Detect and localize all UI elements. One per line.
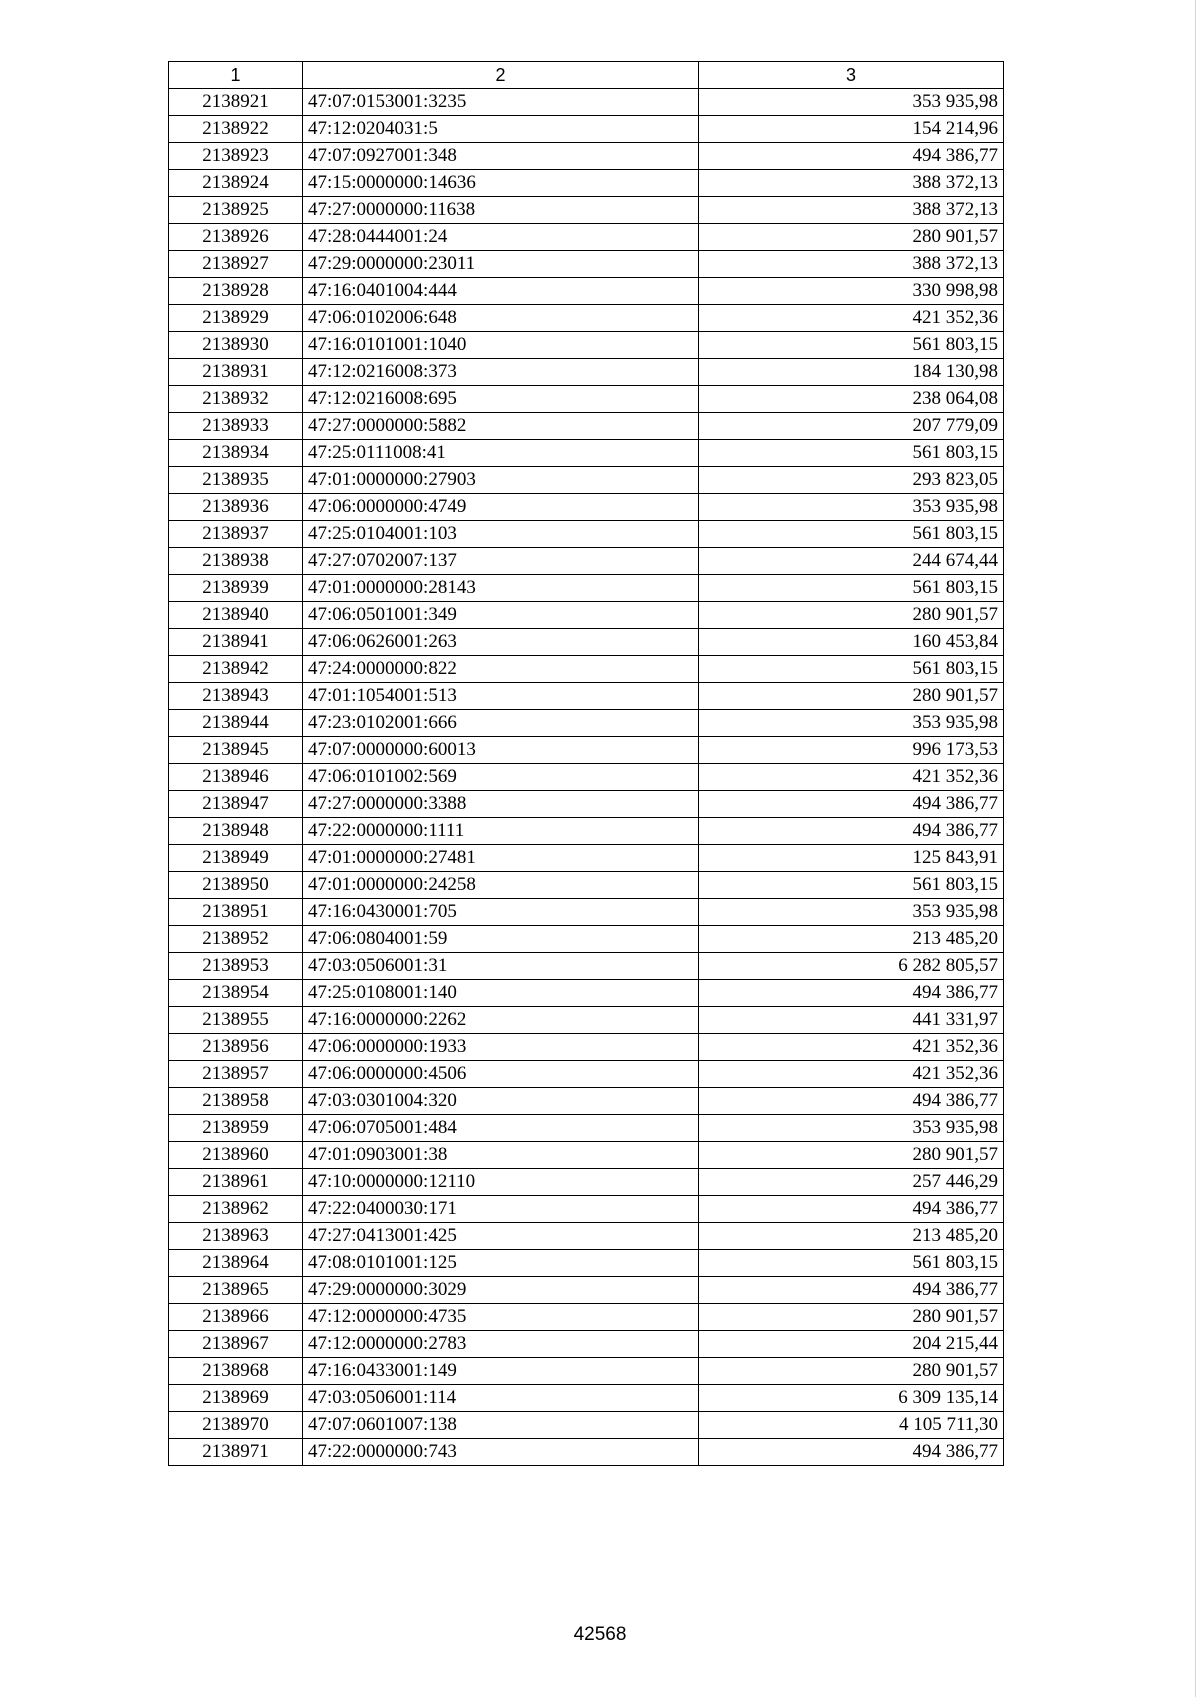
cadastral-number-cell: 47:29:0000000:3029 bbox=[303, 1277, 699, 1304]
table-row bbox=[169, 251, 1004, 278]
row-number-cell: 2138965 bbox=[169, 1277, 303, 1304]
cadastral-number-cell: 47:27:0000000:5882 bbox=[303, 413, 699, 440]
column-header-3: 3 bbox=[699, 62, 1004, 89]
table-row bbox=[169, 1115, 1004, 1142]
row-number-cell: 2138951 bbox=[169, 899, 303, 926]
row-number-cell: 2138942 bbox=[169, 656, 303, 683]
value-cell: 561 803,15 bbox=[699, 440, 1004, 467]
cadastral-number-cell: 47:12:0216008:695 bbox=[303, 386, 699, 413]
cadastral-number-cell: 47:27:0000000:11638 bbox=[303, 197, 699, 224]
cadastral-number-cell: 47:27:0413001:425 bbox=[303, 1223, 699, 1250]
cadastral-number-cell: 47:10:0000000:12110 bbox=[303, 1169, 699, 1196]
cadastral-number-cell: 47:01:0000000:28143 bbox=[303, 575, 699, 602]
value-cell: 561 803,15 bbox=[699, 1250, 1004, 1277]
cadastral-number-cell: 47:03:0506001:114 bbox=[303, 1385, 699, 1412]
row-number-cell: 2138934 bbox=[169, 440, 303, 467]
cadastral-number-cell: 47:06:0000000:4506 bbox=[303, 1061, 699, 1088]
table-row bbox=[169, 305, 1004, 332]
cadastral-number-cell: 47:12:0204031:5 bbox=[303, 116, 699, 143]
value-cell: 353 935,98 bbox=[699, 899, 1004, 926]
table-row bbox=[169, 1304, 1004, 1331]
row-number-cell: 2138955 bbox=[169, 1007, 303, 1034]
row-number-cell: 2138924 bbox=[169, 170, 303, 197]
cadastral-number-cell: 47:16:0401004:444 bbox=[303, 278, 699, 305]
row-number-cell: 2138956 bbox=[169, 1034, 303, 1061]
row-number-cell: 2138948 bbox=[169, 818, 303, 845]
table-row bbox=[169, 143, 1004, 170]
table-row bbox=[169, 359, 1004, 386]
table-row bbox=[169, 1007, 1004, 1034]
row-number-cell: 2138922 bbox=[169, 116, 303, 143]
value-cell: 494 386,77 bbox=[699, 818, 1004, 845]
row-number-cell: 2138945 bbox=[169, 737, 303, 764]
table-row bbox=[169, 845, 1004, 872]
cadastral-number-cell: 47:06:0101002:569 bbox=[303, 764, 699, 791]
cadastral-number-cell: 47:12:0216008:373 bbox=[303, 359, 699, 386]
cadastral-number-cell: 47:07:0000000:60013 bbox=[303, 737, 699, 764]
row-number-cell: 2138959 bbox=[169, 1115, 303, 1142]
row-number-cell: 2138941 bbox=[169, 629, 303, 656]
table-row bbox=[169, 1277, 1004, 1304]
row-number-cell: 2138944 bbox=[169, 710, 303, 737]
table-row bbox=[169, 494, 1004, 521]
table-row bbox=[169, 791, 1004, 818]
table-row bbox=[169, 89, 1004, 116]
row-number-cell: 2138969 bbox=[169, 1385, 303, 1412]
value-cell: 154 214,96 bbox=[699, 116, 1004, 143]
value-cell: 125 843,91 bbox=[699, 845, 1004, 872]
table-row bbox=[169, 1034, 1004, 1061]
row-number-cell: 2138929 bbox=[169, 305, 303, 332]
row-number-cell: 2138938 bbox=[169, 548, 303, 575]
value-cell: 353 935,98 bbox=[699, 710, 1004, 737]
cadastral-number-cell: 47:06:0000000:4749 bbox=[303, 494, 699, 521]
cadastral-number-cell: 47:07:0601007:138 bbox=[303, 1412, 699, 1439]
table-row bbox=[169, 629, 1004, 656]
cadastral-number-cell: 47:01:1054001:513 bbox=[303, 683, 699, 710]
value-cell: 561 803,15 bbox=[699, 656, 1004, 683]
value-cell: 561 803,15 bbox=[699, 332, 1004, 359]
table-row bbox=[169, 1331, 1004, 1358]
row-number-cell: 2138937 bbox=[169, 521, 303, 548]
cadastral-number-cell: 47:06:0102006:648 bbox=[303, 305, 699, 332]
row-number-cell: 2138962 bbox=[169, 1196, 303, 1223]
value-cell: 421 352,36 bbox=[699, 1061, 1004, 1088]
page-edge-divider bbox=[1195, 0, 1196, 1697]
cadastral-number-cell: 47:03:0506001:31 bbox=[303, 953, 699, 980]
row-number-cell: 2138963 bbox=[169, 1223, 303, 1250]
table-row bbox=[169, 467, 1004, 494]
table-row bbox=[169, 1061, 1004, 1088]
row-number-cell: 2138960 bbox=[169, 1142, 303, 1169]
value-cell: 244 674,44 bbox=[699, 548, 1004, 575]
row-number-cell: 2138949 bbox=[169, 845, 303, 872]
value-cell: 6 309 135,14 bbox=[699, 1385, 1004, 1412]
row-number-cell: 2138936 bbox=[169, 494, 303, 521]
value-cell: 388 372,13 bbox=[699, 197, 1004, 224]
row-number-cell: 2138921 bbox=[169, 89, 303, 116]
table-row bbox=[169, 278, 1004, 305]
cadastral-number-cell: 47:28:0444001:24 bbox=[303, 224, 699, 251]
cadastral-number-cell: 47:16:0000000:2262 bbox=[303, 1007, 699, 1034]
cadastral-number-cell: 47:08:0101001:125 bbox=[303, 1250, 699, 1277]
value-cell: 561 803,15 bbox=[699, 575, 1004, 602]
table-row bbox=[169, 656, 1004, 683]
cadastral-number-cell: 47:16:0430001:705 bbox=[303, 899, 699, 926]
table-row bbox=[169, 710, 1004, 737]
row-number-cell: 2138970 bbox=[169, 1412, 303, 1439]
row-number-cell: 2138952 bbox=[169, 926, 303, 953]
value-cell: 388 372,13 bbox=[699, 170, 1004, 197]
table-row bbox=[169, 1385, 1004, 1412]
value-cell: 204 215,44 bbox=[699, 1331, 1004, 1358]
table-row bbox=[169, 926, 1004, 953]
table-row bbox=[169, 602, 1004, 629]
cadastral-number-cell: 47:06:0501001:349 bbox=[303, 602, 699, 629]
table-row bbox=[169, 413, 1004, 440]
column-header-2: 2 bbox=[303, 62, 699, 89]
cadastral-number-cell: 47:29:0000000:23011 bbox=[303, 251, 699, 278]
row-number-cell: 2138961 bbox=[169, 1169, 303, 1196]
table-row bbox=[169, 1196, 1004, 1223]
cadastral-number-cell: 47:16:0101001:1040 bbox=[303, 332, 699, 359]
value-cell: 280 901,57 bbox=[699, 683, 1004, 710]
column-header-1: 1 bbox=[169, 62, 303, 89]
value-cell: 213 485,20 bbox=[699, 926, 1004, 953]
cadastral-number-cell: 47:27:0702007:137 bbox=[303, 548, 699, 575]
table-row bbox=[169, 1412, 1004, 1439]
cadastral-number-cell: 47:06:0705001:484 bbox=[303, 1115, 699, 1142]
value-cell: 4 105 711,30 bbox=[699, 1412, 1004, 1439]
value-cell: 494 386,77 bbox=[699, 1439, 1004, 1466]
cadastral-number-cell: 47:12:0000000:2783 bbox=[303, 1331, 699, 1358]
value-cell: 184 130,98 bbox=[699, 359, 1004, 386]
row-number-cell: 2138943 bbox=[169, 683, 303, 710]
cadastral-number-cell: 47:25:0104001:103 bbox=[303, 521, 699, 548]
table-header-row bbox=[169, 62, 1004, 89]
table-body bbox=[169, 89, 1004, 1466]
table-row bbox=[169, 764, 1004, 791]
value-cell: 494 386,77 bbox=[699, 1196, 1004, 1223]
row-number-cell: 2138926 bbox=[169, 224, 303, 251]
table-row bbox=[169, 1439, 1004, 1466]
row-number-cell: 2138947 bbox=[169, 791, 303, 818]
cadastral-number-cell: 47:25:0108001:140 bbox=[303, 980, 699, 1007]
table-row bbox=[169, 116, 1004, 143]
row-number-cell: 2138931 bbox=[169, 359, 303, 386]
value-cell: 353 935,98 bbox=[699, 89, 1004, 116]
value-cell: 280 901,57 bbox=[699, 1142, 1004, 1169]
cadastral-number-cell: 47:03:0301004:320 bbox=[303, 1088, 699, 1115]
row-number-cell: 2138933 bbox=[169, 413, 303, 440]
row-number-cell: 2138930 bbox=[169, 332, 303, 359]
value-cell: 494 386,77 bbox=[699, 791, 1004, 818]
value-cell: 160 453,84 bbox=[699, 629, 1004, 656]
row-number-cell: 2138928 bbox=[169, 278, 303, 305]
table-row bbox=[169, 1142, 1004, 1169]
table-row bbox=[169, 980, 1004, 1007]
cadastral-number-cell: 47:01:0903001:38 bbox=[303, 1142, 699, 1169]
table-row bbox=[169, 737, 1004, 764]
value-cell: 353 935,98 bbox=[699, 494, 1004, 521]
table-row bbox=[169, 197, 1004, 224]
table-row bbox=[169, 548, 1004, 575]
table-row bbox=[169, 1223, 1004, 1250]
row-number-cell: 2138954 bbox=[169, 980, 303, 1007]
row-number-cell: 2138925 bbox=[169, 197, 303, 224]
cadastral-number-cell: 47:06:0626001:263 bbox=[303, 629, 699, 656]
cadastral-number-cell: 47:01:0000000:27903 bbox=[303, 467, 699, 494]
value-cell: 494 386,77 bbox=[699, 980, 1004, 1007]
table-row bbox=[169, 170, 1004, 197]
row-number-cell: 2138968 bbox=[169, 1358, 303, 1385]
table-row bbox=[169, 224, 1004, 251]
table-row bbox=[169, 1088, 1004, 1115]
value-cell: 561 803,15 bbox=[699, 872, 1004, 899]
cadastral-number-cell: 47:23:0102001:666 bbox=[303, 710, 699, 737]
table-row bbox=[169, 1169, 1004, 1196]
table-row bbox=[169, 818, 1004, 845]
cadastral-number-cell: 47:25:0111008:41 bbox=[303, 440, 699, 467]
value-cell: 421 352,36 bbox=[699, 764, 1004, 791]
cadastral-number-cell: 47:24:0000000:822 bbox=[303, 656, 699, 683]
table-row bbox=[169, 1358, 1004, 1385]
row-number-cell: 2138953 bbox=[169, 953, 303, 980]
value-cell: 421 352,36 bbox=[699, 1034, 1004, 1061]
value-cell: 353 935,98 bbox=[699, 1115, 1004, 1142]
table-row bbox=[169, 386, 1004, 413]
value-cell: 6 282 805,57 bbox=[699, 953, 1004, 980]
cadastral-number-cell: 47:07:0153001:3235 bbox=[303, 89, 699, 116]
cadastral-number-cell: 47:22:0000000:743 bbox=[303, 1439, 699, 1466]
value-cell: 388 372,13 bbox=[699, 251, 1004, 278]
cadastral-number-cell: 47:01:0000000:27481 bbox=[303, 845, 699, 872]
cadastral-number-cell: 47:12:0000000:4735 bbox=[303, 1304, 699, 1331]
value-cell: 280 901,57 bbox=[699, 224, 1004, 251]
table-row bbox=[169, 872, 1004, 899]
row-number-cell: 2138939 bbox=[169, 575, 303, 602]
value-cell: 257 446,29 bbox=[699, 1169, 1004, 1196]
row-number-cell: 2138932 bbox=[169, 386, 303, 413]
table-row bbox=[169, 899, 1004, 926]
value-cell: 494 386,77 bbox=[699, 1088, 1004, 1115]
table-row bbox=[169, 440, 1004, 467]
row-number-cell: 2138967 bbox=[169, 1331, 303, 1358]
row-number-cell: 2138946 bbox=[169, 764, 303, 791]
table-row bbox=[169, 575, 1004, 602]
table-row bbox=[169, 953, 1004, 980]
row-number-cell: 2138971 bbox=[169, 1439, 303, 1466]
row-number-cell: 2138923 bbox=[169, 143, 303, 170]
page-number: 42568 bbox=[573, 1624, 627, 1645]
value-cell: 421 352,36 bbox=[699, 305, 1004, 332]
row-number-cell: 2138964 bbox=[169, 1250, 303, 1277]
registry-table bbox=[168, 61, 1004, 1466]
table-row bbox=[169, 683, 1004, 710]
value-cell: 238 064,08 bbox=[699, 386, 1004, 413]
row-number-cell: 2138958 bbox=[169, 1088, 303, 1115]
row-number-cell: 2138940 bbox=[169, 602, 303, 629]
cadastral-number-cell: 47:22:0000000:1111 bbox=[303, 818, 699, 845]
value-cell: 207 779,09 bbox=[699, 413, 1004, 440]
value-cell: 561 803,15 bbox=[699, 521, 1004, 548]
value-cell: 441 331,97 bbox=[699, 1007, 1004, 1034]
cadastral-number-cell: 47:27:0000000:3388 bbox=[303, 791, 699, 818]
value-cell: 280 901,57 bbox=[699, 1304, 1004, 1331]
cadastral-number-cell: 47:01:0000000:24258 bbox=[303, 872, 699, 899]
cadastral-number-cell: 47:06:0804001:59 bbox=[303, 926, 699, 953]
cadastral-number-cell: 47:07:0927001:348 bbox=[303, 143, 699, 170]
value-cell: 494 386,77 bbox=[699, 143, 1004, 170]
table-row bbox=[169, 332, 1004, 359]
row-number-cell: 2138935 bbox=[169, 467, 303, 494]
table-row bbox=[169, 521, 1004, 548]
row-number-cell: 2138950 bbox=[169, 872, 303, 899]
value-cell: 280 901,57 bbox=[699, 1358, 1004, 1385]
value-cell: 213 485,20 bbox=[699, 1223, 1004, 1250]
value-cell: 996 173,53 bbox=[699, 737, 1004, 764]
cadastral-number-cell: 47:06:0000000:1933 bbox=[303, 1034, 699, 1061]
value-cell: 494 386,77 bbox=[699, 1277, 1004, 1304]
row-number-cell: 2138927 bbox=[169, 251, 303, 278]
value-cell: 280 901,57 bbox=[699, 602, 1004, 629]
value-cell: 293 823,05 bbox=[699, 467, 1004, 494]
row-number-cell: 2138957 bbox=[169, 1061, 303, 1088]
table-row bbox=[169, 1250, 1004, 1277]
cadastral-number-cell: 47:16:0433001:149 bbox=[303, 1358, 699, 1385]
cadastral-number-cell: 47:22:0400030:171 bbox=[303, 1196, 699, 1223]
value-cell: 330 998,98 bbox=[699, 278, 1004, 305]
cadastral-number-cell: 47:15:0000000:14636 bbox=[303, 170, 699, 197]
row-number-cell: 2138966 bbox=[169, 1304, 303, 1331]
